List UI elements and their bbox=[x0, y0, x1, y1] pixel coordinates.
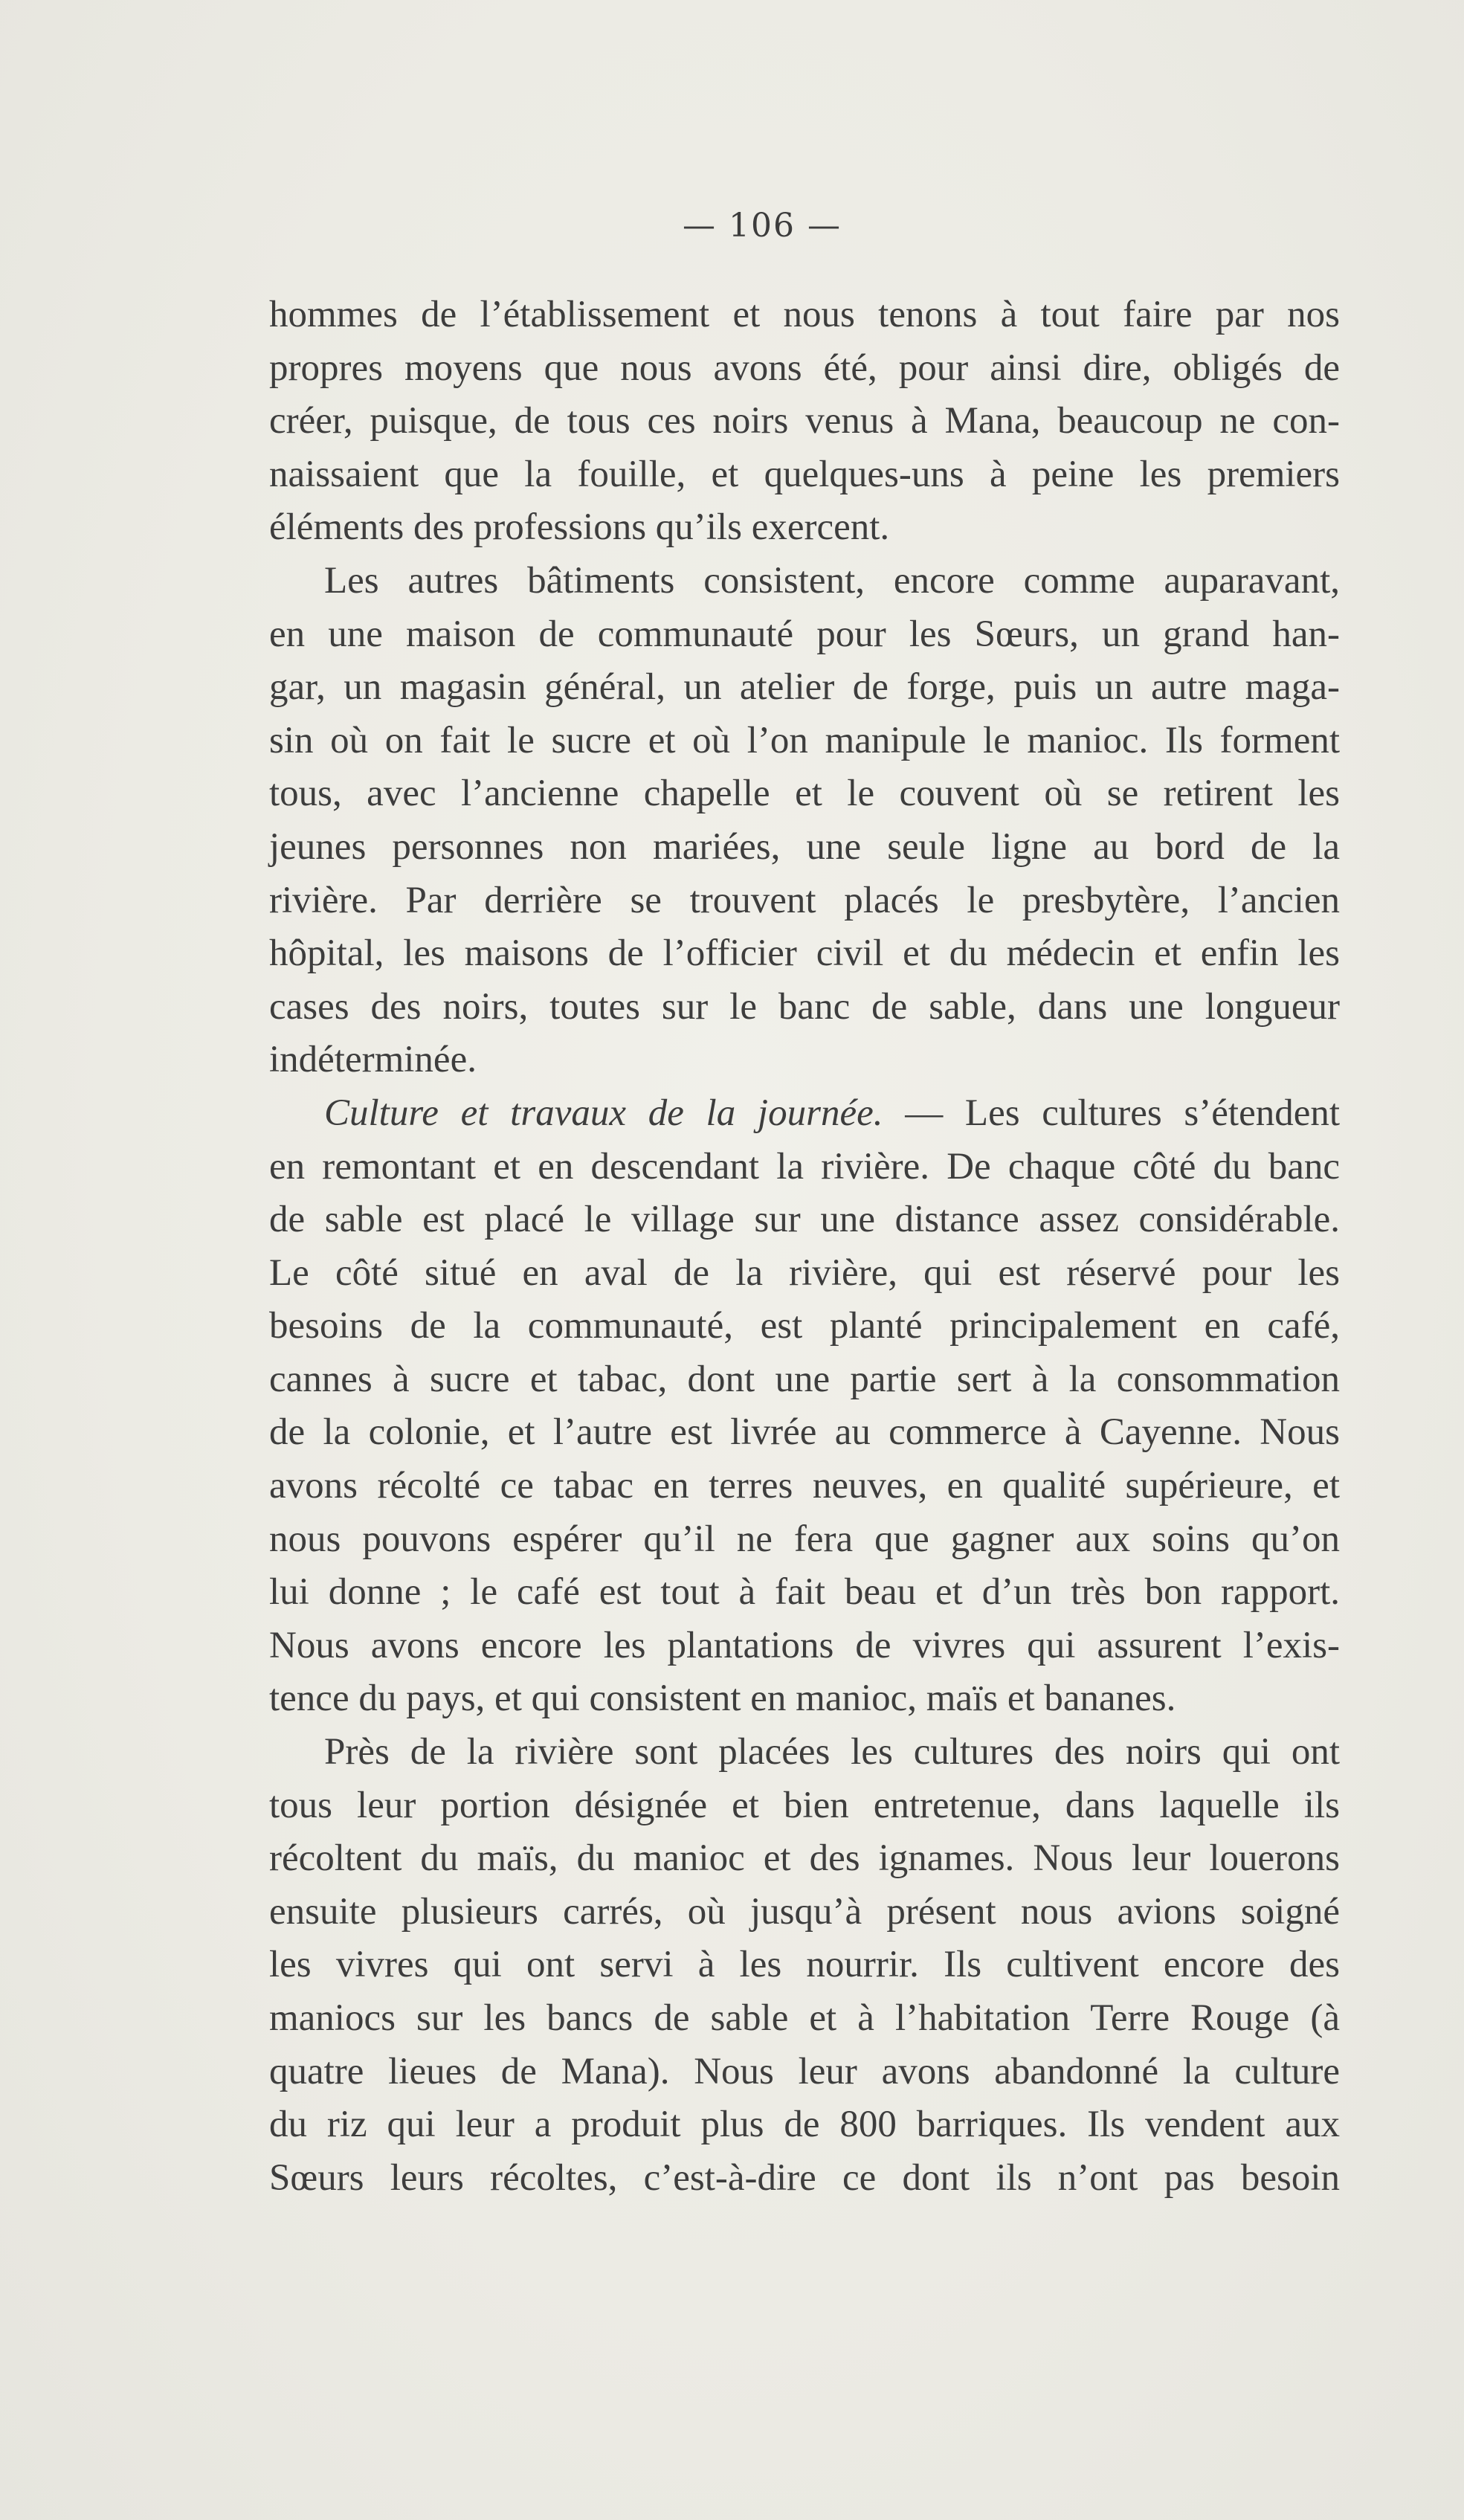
text-line: créer, puisque, de tous ces noirs venus à Mana, beaucoup ne con- bbox=[269, 400, 1340, 442]
text-line: cannes à sucre et tabac, dont une partie sert à la consommation bbox=[269, 1358, 1340, 1400]
section-heading: Culture et travaux de la journée. bbox=[324, 1092, 883, 1134]
text-line: Le côté situé en aval de la rivière, qui est réservé pour les bbox=[269, 1251, 1340, 1294]
body-text bbox=[269, 289, 1340, 2205]
text-line: maniocs sur les bancs de sable et à l’habitation Terre Rouge (à bbox=[269, 1997, 1340, 2039]
text-line: Près de la rivière sont placées les cultures des noirs qui ont bbox=[324, 1731, 1340, 1773]
text-line: nous pouvons espérer qu’il ne fera que gagner aux soins qu’on bbox=[269, 1518, 1340, 1560]
text-line: propres moyens que nous avons été, pour ainsi dire, obligés de bbox=[269, 347, 1340, 389]
text-line: sin où on fait le sucre et où l’on manipule le manioc. Ils forment bbox=[269, 719, 1340, 761]
text-line: hommes de l’établissement et nous tenons à tout faire par nos bbox=[269, 294, 1340, 335]
text-line: en une maison de communauté pour les Sœurs, un grand han- bbox=[269, 613, 1340, 655]
text-line: hôpital, les maisons de l’officier civil et du médecin et enfin les bbox=[269, 932, 1340, 975]
text-line: Les autres bâtiments consistent, encore comme auparavant, bbox=[324, 559, 1340, 602]
text-line: jeunes personnes non mariées, une seule ligne au bord de la bbox=[269, 825, 1340, 868]
text-line-rest: — Les cultures s’étendent bbox=[905, 1092, 1341, 1134]
text-line: naissaient que la fouille, et quelques-uns à peine les premiers bbox=[269, 453, 1340, 495]
text-line: ensuite plusieurs carrés, où jusqu’à présent nous avions soigné bbox=[269, 1890, 1340, 1933]
text-line: Nous avons encore les plantations de vivres qui assurent l’exis- bbox=[269, 1624, 1340, 1666]
text-line: besoins de la communauté, est planté principalement en café, bbox=[269, 1305, 1340, 1347]
text-line: cases des noirs, toutes sur le banc de sable, dans une longueur bbox=[269, 985, 1340, 1028]
text-line: éléments des professions qu’ils exercent. bbox=[269, 506, 890, 549]
text-line: rivière. Par derrière se trouvent placés le presbytère, l’ancien bbox=[269, 879, 1340, 921]
text-line: lui donne ; le café est tout à fait beau et d’un très bon rapport. bbox=[269, 1571, 1340, 1614]
text-line: du riz qui leur a produit plus de 800 barriques. Ils vendent aux bbox=[269, 2104, 1340, 2146]
text-line: tous, avec l’ancienne chapelle et le couvent où se retirent les bbox=[269, 773, 1340, 815]
page-number: — 106 — bbox=[683, 207, 842, 245]
text-line: avons récolté ce tabac en terres neuves, en qualité supérieure, et bbox=[269, 1465, 1340, 1507]
text-line: de sable est placé le village sur une distance assez considérable. bbox=[269, 1199, 1340, 1241]
text-line: gar, un magasin général, un atelier de forge, puis un autre maga- bbox=[269, 666, 1340, 709]
text-line: tence du pays, et qui consistent en manioc, maïs et bananes. bbox=[269, 1678, 1176, 1720]
section-heading-line bbox=[269, 1087, 1340, 1141]
text-line: Sœurs leurs récoltes, c’est-à-dire ce dont ils n’ont pas besoin bbox=[269, 2156, 1340, 2199]
text-line: en remontant et en descendant la rivière. De chaque côté du banc bbox=[269, 1145, 1340, 1188]
text-line: tous leur portion désignée et bien entretenue, dans laquelle ils bbox=[269, 1784, 1340, 1826]
text-line: quatre lieues de Mana). Nous leur avons abandonné la culture bbox=[269, 2050, 1340, 2092]
text-line: de la colonie, et l’autre est livrée au commerce à Cayenne. Nous bbox=[269, 1411, 1340, 1454]
text-line: indéterminée. bbox=[269, 1039, 477, 1081]
text-line: les vivres qui ont servi à les nourrir. Ils cultivent encore des bbox=[269, 1944, 1340, 1986]
text-line: récoltent du maïs, du manioc et des ignames. Nous leur louerons bbox=[269, 1837, 1340, 1880]
